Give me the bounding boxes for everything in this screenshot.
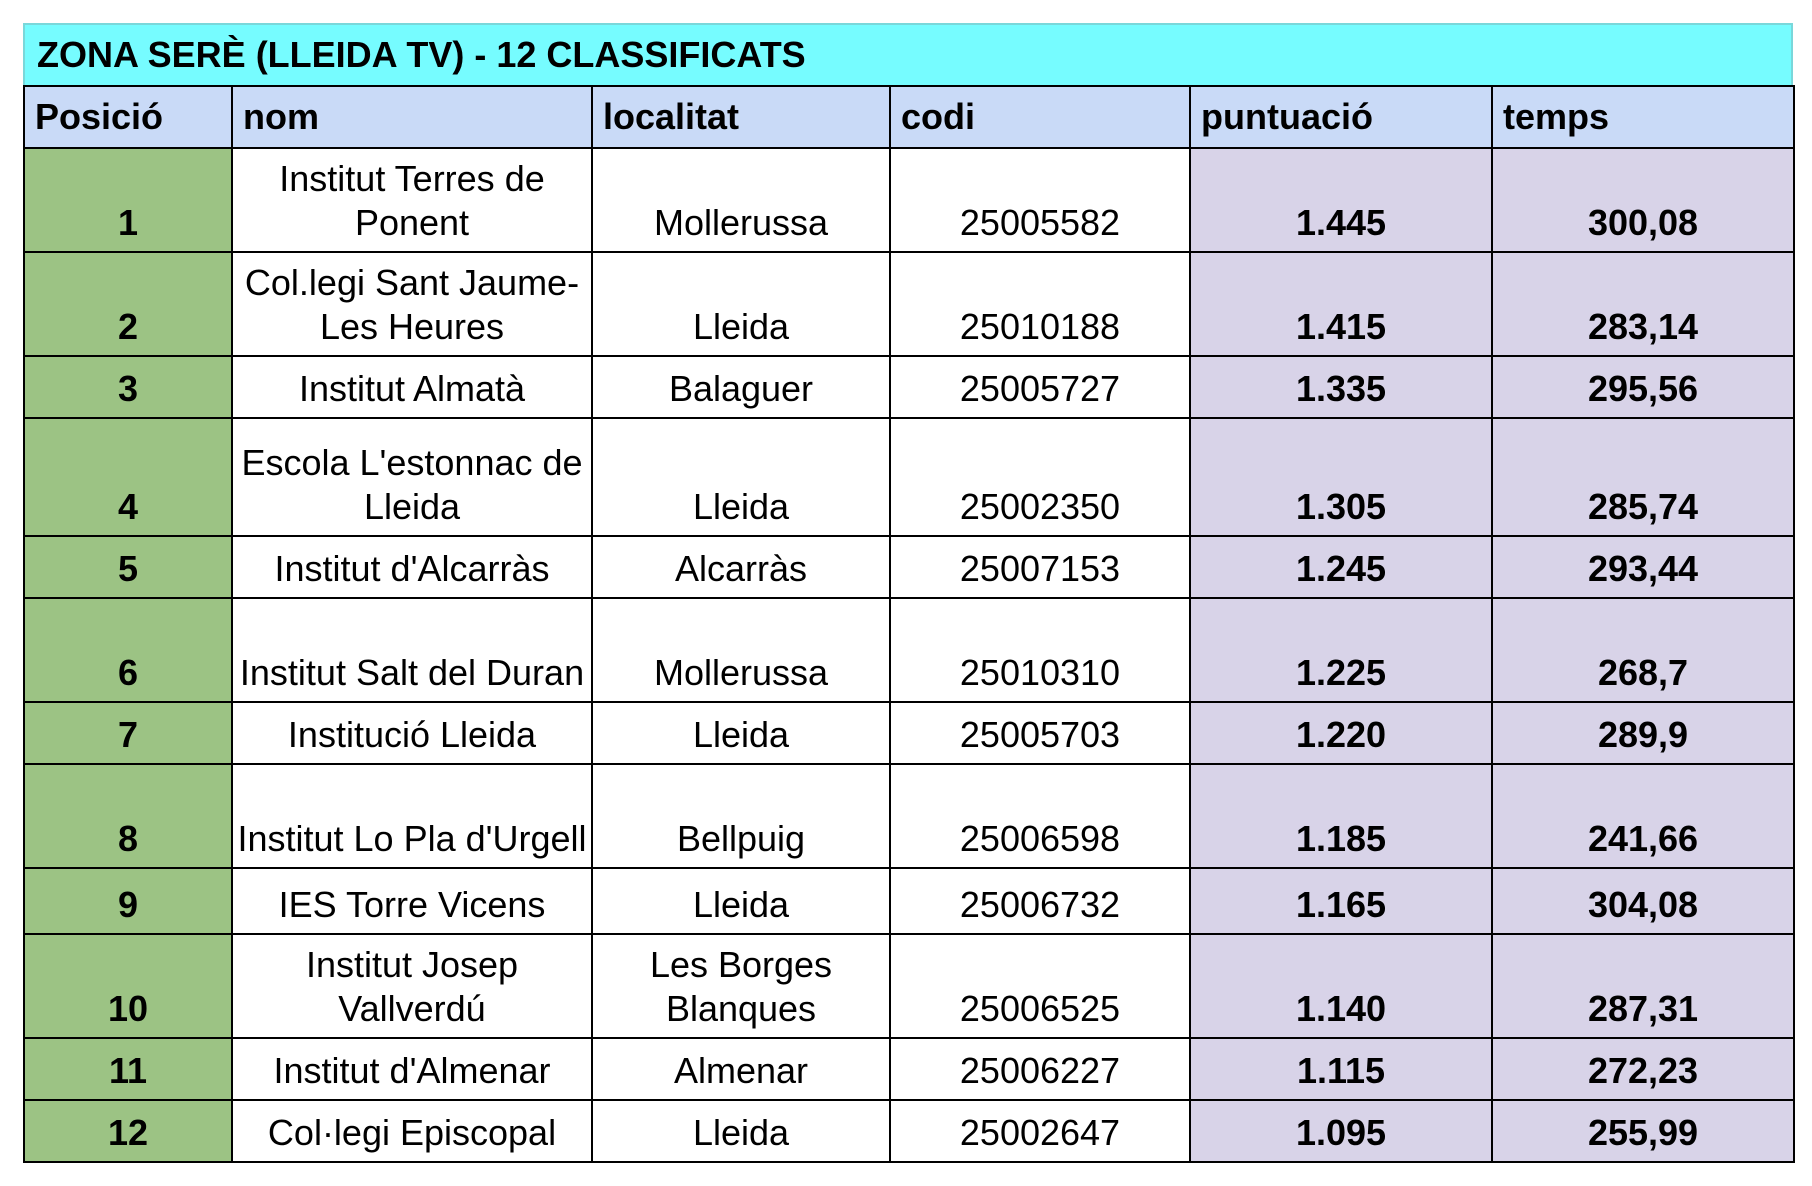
cell-puntuacio: 1.220 bbox=[1190, 702, 1492, 764]
table-row bbox=[24, 702, 1794, 764]
cell-posicio: 5 bbox=[24, 536, 232, 598]
cell-puntuacio: 1.225 bbox=[1190, 598, 1492, 702]
cell-codi: 25006598 bbox=[890, 764, 1190, 868]
cell-puntuacio: 1.305 bbox=[1190, 418, 1492, 536]
cell-localitat: Mollerussa bbox=[592, 148, 890, 252]
cell-puntuacio: 1.335 bbox=[1190, 356, 1492, 418]
cell-localitat: Lleida bbox=[592, 1100, 890, 1162]
header-row bbox=[24, 86, 1794, 148]
cell-temps: 285,74 bbox=[1492, 418, 1794, 536]
cell-nom: Institut Terres de Ponent bbox=[232, 148, 592, 252]
cell-temps: 283,14 bbox=[1492, 252, 1794, 356]
cell-posicio: 11 bbox=[24, 1038, 232, 1100]
cell-nom: Institut Lo Pla d'Urgell bbox=[232, 764, 592, 868]
cell-localitat: Les Borges Blanques bbox=[592, 934, 890, 1038]
cell-posicio: 1 bbox=[24, 148, 232, 252]
column-header-localitat: localitat bbox=[592, 86, 890, 148]
table-row bbox=[24, 934, 1794, 1038]
cell-codi: 25006525 bbox=[890, 934, 1190, 1038]
column-header-codi: codi bbox=[890, 86, 1190, 148]
cell-puntuacio: 1.165 bbox=[1190, 868, 1492, 934]
cell-nom: Institut Almatà bbox=[232, 356, 592, 418]
cell-temps: 268,7 bbox=[1492, 598, 1794, 702]
cell-temps: 255,99 bbox=[1492, 1100, 1794, 1162]
cell-puntuacio: 1.185 bbox=[1190, 764, 1492, 868]
cell-temps: 241,66 bbox=[1492, 764, 1794, 868]
classification-sheet bbox=[23, 23, 1793, 1163]
cell-temps: 287,31 bbox=[1492, 934, 1794, 1038]
table-row bbox=[24, 1100, 1794, 1162]
cell-temps: 300,08 bbox=[1492, 148, 1794, 252]
cell-nom: Institut d'Alcarràs bbox=[232, 536, 592, 598]
cell-temps: 295,56 bbox=[1492, 356, 1794, 418]
cell-puntuacio: 1.115 bbox=[1190, 1038, 1492, 1100]
cell-puntuacio: 1.140 bbox=[1190, 934, 1492, 1038]
column-header-posicio: Posició bbox=[24, 86, 232, 148]
cell-codi: 25006732 bbox=[890, 868, 1190, 934]
cell-posicio: 6 bbox=[24, 598, 232, 702]
cell-codi: 25005703 bbox=[890, 702, 1190, 764]
cell-codi: 25010310 bbox=[890, 598, 1190, 702]
cell-localitat: Lleida bbox=[592, 252, 890, 356]
cell-localitat: Lleida bbox=[592, 418, 890, 536]
cell-codi: 25002647 bbox=[890, 1100, 1190, 1162]
cell-localitat: Almenar bbox=[592, 1038, 890, 1100]
cell-temps: 293,44 bbox=[1492, 536, 1794, 598]
cell-posicio: 2 bbox=[24, 252, 232, 356]
cell-puntuacio: 1.415 bbox=[1190, 252, 1492, 356]
cell-temps: 289,9 bbox=[1492, 702, 1794, 764]
column-header-temps: temps bbox=[1492, 86, 1794, 148]
cell-localitat: Mollerussa bbox=[592, 598, 890, 702]
cell-nom: Col·legi Episcopal bbox=[232, 1100, 592, 1162]
cell-posicio: 3 bbox=[24, 356, 232, 418]
cell-posicio: 10 bbox=[24, 934, 232, 1038]
column-header-puntuacio: puntuació bbox=[1190, 86, 1492, 148]
cell-puntuacio: 1.445 bbox=[1190, 148, 1492, 252]
table-row bbox=[24, 536, 1794, 598]
cell-localitat: Bellpuig bbox=[592, 764, 890, 868]
cell-nom: Institut Josep Vallverdú bbox=[232, 934, 592, 1038]
cell-temps: 272,23 bbox=[1492, 1038, 1794, 1100]
table-row bbox=[24, 418, 1794, 536]
table-row bbox=[24, 356, 1794, 418]
table-row bbox=[24, 764, 1794, 868]
column-header-nom: nom bbox=[232, 86, 592, 148]
cell-nom: Escola L'estonnac de Lleida bbox=[232, 418, 592, 536]
table-row bbox=[24, 148, 1794, 252]
cell-nom: Institució Lleida bbox=[232, 702, 592, 764]
cell-codi: 25005582 bbox=[890, 148, 1190, 252]
cell-posicio: 12 bbox=[24, 1100, 232, 1162]
classification-table bbox=[23, 85, 1795, 1163]
cell-posicio: 4 bbox=[24, 418, 232, 536]
cell-nom: Institut d'Almenar bbox=[232, 1038, 592, 1100]
cell-temps: 304,08 bbox=[1492, 868, 1794, 934]
cell-localitat: Balaguer bbox=[592, 356, 890, 418]
table-title: ZONA SERÈ (LLEIDA TV) - 12 CLASSIFICATS bbox=[23, 23, 1793, 85]
cell-posicio: 9 bbox=[24, 868, 232, 934]
cell-codi: 25005727 bbox=[890, 356, 1190, 418]
cell-puntuacio: 1.245 bbox=[1190, 536, 1492, 598]
cell-nom: Col.legi Sant Jaume-Les Heures bbox=[232, 252, 592, 356]
table-row bbox=[24, 598, 1794, 702]
cell-localitat: Alcarràs bbox=[592, 536, 890, 598]
cell-codi: 25006227 bbox=[890, 1038, 1190, 1100]
cell-posicio: 7 bbox=[24, 702, 232, 764]
table-row bbox=[24, 868, 1794, 934]
cell-localitat: Lleida bbox=[592, 868, 890, 934]
table-row bbox=[24, 252, 1794, 356]
cell-puntuacio: 1.095 bbox=[1190, 1100, 1492, 1162]
cell-posicio: 8 bbox=[24, 764, 232, 868]
cell-localitat: Lleida bbox=[592, 702, 890, 764]
cell-codi: 25007153 bbox=[890, 536, 1190, 598]
cell-codi: 25010188 bbox=[890, 252, 1190, 356]
cell-nom: Institut Salt del Duran bbox=[232, 598, 592, 702]
cell-nom: IES Torre Vicens bbox=[232, 868, 592, 934]
cell-codi: 25002350 bbox=[890, 418, 1190, 536]
table-row bbox=[24, 1038, 1794, 1100]
